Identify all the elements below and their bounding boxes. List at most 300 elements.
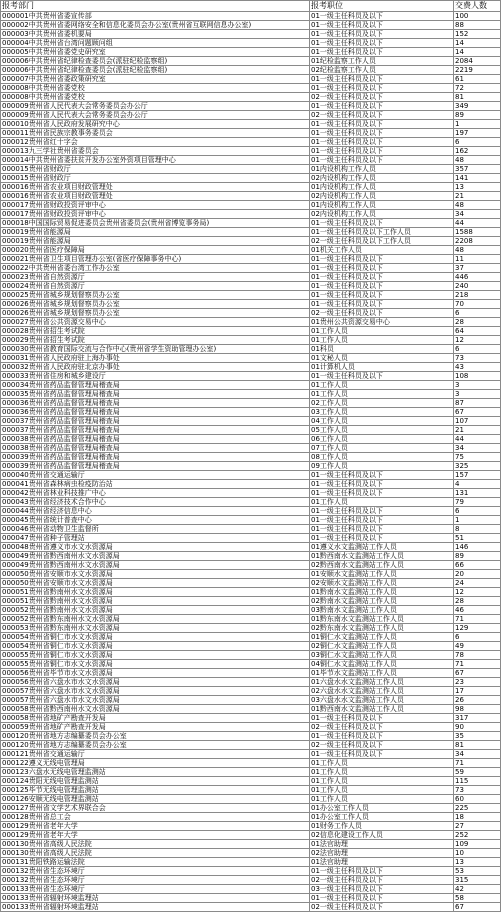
table-row xyxy=(1,516,501,525)
table-row xyxy=(1,741,501,750)
department-cell: 000048贵州省遵义市水文水资源局 xyxy=(1,543,310,552)
position-cell: 09工作人员 xyxy=(310,462,454,471)
paid-count-cell: 20 xyxy=(454,570,501,579)
department-cell: 000055贵州省铜仁市水文水资源局 xyxy=(1,651,310,660)
table-row xyxy=(1,615,501,624)
department-cell: 000057贵州省六盘水市水文水资源局 xyxy=(1,696,310,705)
department-cell: 000014中共贵州省委扶贫开发办公室外资项目管理中心 xyxy=(1,156,310,165)
department-cell: 000027贵州省公共资源交易中心 xyxy=(1,318,310,327)
department-cell: 000054贵州省铜仁市水文水资源局 xyxy=(1,642,310,651)
paid-count-cell: 157 xyxy=(454,471,501,480)
table-row xyxy=(1,642,501,651)
table-row xyxy=(1,480,501,489)
paid-count-cell: 17 xyxy=(454,687,501,696)
paid-count-cell: 10 xyxy=(454,849,501,858)
table-row xyxy=(1,165,501,174)
position-cell: 02六盘水水文监测站工作人员 xyxy=(310,687,454,696)
table-row xyxy=(1,291,501,300)
paid-count-cell: 42 xyxy=(454,885,501,894)
department-cell: 000126安顺无线电管理监测站 xyxy=(1,795,310,804)
department-cell: 000033贵州省住房和城乡建设厅 xyxy=(1,372,310,381)
department-cell: 000008中共贵州省委党校 xyxy=(1,93,310,102)
table-row xyxy=(1,84,501,93)
department-cell: 000017贵州省财政投资评审中心 xyxy=(1,201,310,210)
department-cell: 000002中共贵州省委网络安全和信息化委员会办公室(贵州省互联网信息办公室) xyxy=(1,21,310,30)
department-cell: 000010贵州省人民政府发展研究中心 xyxy=(1,120,310,129)
position-cell: 02一级主任科员及以下 xyxy=(310,903,454,912)
paid-count-cell: 13 xyxy=(454,858,501,867)
paid-count-cell: 317 xyxy=(454,714,501,723)
department-cell: 000124贵阳无线电管理监测站 xyxy=(1,777,310,786)
paid-count-cell: 1588 xyxy=(454,228,501,237)
department-cell: 000022中共贵州省委台湾工作办公室 xyxy=(1,264,310,273)
department-cell: 000020贵州省医疗保障局 xyxy=(1,246,310,255)
paid-count-cell: 3 xyxy=(454,381,501,390)
position-cell: 01一级主任科员及以下 xyxy=(310,39,454,48)
table-row xyxy=(1,129,501,138)
paid-count-cell: 129 xyxy=(454,624,501,633)
table-row xyxy=(1,795,501,804)
position-cell: 01黔西南水文监测站工作人员 xyxy=(310,705,454,714)
paid-count-cell: 66 xyxy=(454,561,501,570)
position-cell: 02黔西南水文监测站工作人员 xyxy=(310,561,454,570)
department-cell: 000056贵州省六盘水市水文水资源局 xyxy=(1,678,310,687)
table-body xyxy=(1,12,501,912)
table-row xyxy=(1,255,501,264)
department-cell: 000019贵州省能源局 xyxy=(1,228,310,237)
paid-count-cell: 44 xyxy=(454,435,501,444)
position-cell: 01一级主任科员及以下 xyxy=(310,219,454,228)
paid-count-cell: 21 xyxy=(454,192,501,201)
department-cell: 000037贵州省药品监督管理局稽查局 xyxy=(1,426,310,435)
position-cell: 01工作人员 xyxy=(310,795,454,804)
position-cell: 02工作人员 xyxy=(310,399,454,408)
paid-count-cell: 12 xyxy=(454,588,501,597)
paid-count-cell: 75 xyxy=(454,453,501,462)
department-cell: 000054贵州省铜仁市水文水资源局 xyxy=(1,633,310,642)
paid-count-cell: 12 xyxy=(454,336,501,345)
paid-count-cell: 14 xyxy=(454,48,501,57)
position-cell: 01计算机人员 xyxy=(310,363,454,372)
table-row xyxy=(1,201,501,210)
position-cell: 02安顺水文监测站工作人员 xyxy=(310,579,454,588)
position-cell: 01工作人员 xyxy=(310,336,454,345)
table-row xyxy=(1,867,501,876)
table-row xyxy=(1,669,501,678)
paid-count-cell: 240 xyxy=(454,282,501,291)
department-cell: 000001中共贵州省委宣传部 xyxy=(1,12,310,21)
department-cell: 000059贵州省地矿产勘查开发局 xyxy=(1,723,310,732)
paid-count-cell: 28 xyxy=(454,318,501,327)
paid-count-cell: 28 xyxy=(454,597,501,606)
table-row xyxy=(1,453,501,462)
paid-count-cell: 44 xyxy=(454,219,501,228)
table-row xyxy=(1,462,501,471)
paid-count-cell: 59 xyxy=(454,768,501,777)
paid-count-cell: 162 xyxy=(454,147,501,156)
department-cell: 000043贵州省经济技术合作中心 xyxy=(1,498,310,507)
table-row xyxy=(1,849,501,858)
position-cell: 08工作人员 xyxy=(310,453,454,462)
paid-count-cell: 325 xyxy=(454,462,501,471)
paid-count-cell: 48 xyxy=(454,201,501,210)
table-row xyxy=(1,300,501,309)
paid-count-cell: 1 xyxy=(454,120,501,129)
table-row xyxy=(1,651,501,660)
paid-count-cell: 61 xyxy=(454,75,501,84)
department-cell: 000056贵州省毕节市水文水资源局 xyxy=(1,669,310,678)
paid-count-cell: 60 xyxy=(454,795,501,804)
position-cell: 02一级主任科员及以下 xyxy=(310,741,454,750)
position-cell: 01一级主任科员及以下 xyxy=(310,84,454,93)
department-cell: 000052贵州省黔南州水文水资源局 xyxy=(1,606,310,615)
paid-count-cell: 49 xyxy=(454,642,501,651)
table-row xyxy=(1,210,501,219)
department-cell: 000057贵州省六盘水市水文水资源局 xyxy=(1,687,310,696)
table-row xyxy=(1,696,501,705)
position-cell: 01一级主任科员及以下 xyxy=(310,732,454,741)
department-cell: 000039贵州省药品监督管理局稽查局 xyxy=(1,453,310,462)
department-cell: 000024贵州省自然资源厅 xyxy=(1,282,310,291)
table-row xyxy=(1,525,501,534)
department-cell: 000009贵州省人民代表大会常务委员会办公厅 xyxy=(1,111,310,120)
paid-count-cell: 218 xyxy=(454,291,501,300)
department-cell: 000049贵州省黔西南州水文水资源局 xyxy=(1,552,310,561)
paid-count-cell: 1 xyxy=(454,516,501,525)
table-row xyxy=(1,813,501,822)
position-cell: 01黔东南水文监测站工作人员 xyxy=(310,615,454,624)
paid-count-cell: 64 xyxy=(454,327,501,336)
paid-count-cell: 108 xyxy=(454,372,501,381)
department-cell: 000053贵州省黔东南州水文水资源局 xyxy=(1,624,310,633)
position-cell: 01一级主任科员及以下 xyxy=(310,12,454,21)
paid-count-cell: 18 xyxy=(454,813,501,822)
paid-count-cell: 70 xyxy=(454,300,501,309)
position-cell: 01贵州公共资源交易中心 xyxy=(310,318,454,327)
table-row xyxy=(1,498,501,507)
table-row xyxy=(1,714,501,723)
table-row xyxy=(1,192,501,201)
table-row xyxy=(1,75,501,84)
position-cell: 01内设机构工作人员 xyxy=(310,165,454,174)
table-row xyxy=(1,264,501,273)
table-row xyxy=(1,174,501,183)
table-row xyxy=(1,282,501,291)
position-cell: 02一级主任科员及以下 xyxy=(310,723,454,732)
paid-count-cell: 27 xyxy=(454,822,501,831)
department-cell: 000036贵州省药品监督管理局稽查局 xyxy=(1,408,310,417)
paid-count-cell: 225 xyxy=(454,804,501,813)
department-cell: 000038贵州省药品监督管理局稽查局 xyxy=(1,435,310,444)
department-cell: 000021贵州省卫生项目管理办公室(省医疗保障事务中心) xyxy=(1,255,310,264)
position-cell: 01铜仁水文监测站工作人员 xyxy=(310,633,454,642)
paid-count-cell: 67 xyxy=(454,903,501,912)
position-cell: 01财务工作人员 xyxy=(310,822,454,831)
department-cell: 000123六盘水无线电管理监测站 xyxy=(1,768,310,777)
position-cell: 01一级主任科员及以下 xyxy=(310,48,454,57)
table-row xyxy=(1,786,501,795)
position-cell: 02法官助理 xyxy=(310,849,454,858)
position-cell: 01科员 xyxy=(310,345,454,354)
department-cell: 000058贵州省地矿产勘查开发局 xyxy=(1,714,310,723)
position-cell: 01工作人员 xyxy=(310,327,454,336)
table-row xyxy=(1,390,501,399)
department-cell: 000006中共贵州省纪律检查委员会(派驻纪检监察组) xyxy=(1,66,310,75)
paid-count-cell: 72 xyxy=(454,84,501,93)
table-row xyxy=(1,894,501,903)
position-cell: 01文秘人员 xyxy=(310,354,454,363)
paid-count-cell: 11 xyxy=(454,255,501,264)
paid-count-cell: 67 xyxy=(454,669,501,678)
table-row xyxy=(1,678,501,687)
paid-count-cell: 107 xyxy=(454,417,501,426)
table-row xyxy=(1,840,501,849)
paid-count-cell: 2208 xyxy=(454,237,501,246)
position-cell: 01一级主任科员及以下 xyxy=(310,471,454,480)
position-cell: 01安顺水文监测站工作人员 xyxy=(310,570,454,579)
department-cell: 000040贵州省交通运输厅 xyxy=(1,471,310,480)
position-cell: 01一级主任科员及以下 xyxy=(310,282,454,291)
position-cell: 02内设机构工作人员 xyxy=(310,210,454,219)
paid-count-cell: 43 xyxy=(454,363,501,372)
position-cell: 01一级主任科员及以下 xyxy=(310,138,454,147)
paid-count-cell: 71 xyxy=(454,615,501,624)
table-row xyxy=(1,102,501,111)
department-cell: 000133贵州省辐射环境监理站 xyxy=(1,894,310,903)
table-row xyxy=(1,606,501,615)
table-row xyxy=(1,552,501,561)
department-cell: 000017贵州省财政投资评审中心 xyxy=(1,210,310,219)
position-cell: 01一级主任科员及以下 xyxy=(310,129,454,138)
department-cell: 000032贵州省人民政府驻北京办事处 xyxy=(1,363,310,372)
department-cell: 000132贵州省生态环境厅 xyxy=(1,876,310,885)
header-paid-count: 交费人数 xyxy=(454,1,501,12)
position-cell: 01纪检监察工作人员 xyxy=(310,57,454,66)
position-cell: 01工作人员 xyxy=(310,768,454,777)
position-cell: 01工作人员 xyxy=(310,390,454,399)
paid-count-cell: 6 xyxy=(454,345,501,354)
paid-count-cell: 357 xyxy=(454,165,501,174)
table-row xyxy=(1,381,501,390)
department-cell: 000122遵义无线电管理局 xyxy=(1,759,310,768)
table-row xyxy=(1,777,501,786)
table-row xyxy=(1,507,501,516)
department-cell: 000049贵州省黔西南州水文水资源局 xyxy=(1,561,310,570)
table-row xyxy=(1,804,501,813)
table-row xyxy=(1,444,501,453)
department-cell: 000004中共贵州省台湾问题顾问组 xyxy=(1,39,310,48)
department-cell: 000015贵州省财政厅 xyxy=(1,174,310,183)
position-cell: 03铜仁水文监测站工作人员 xyxy=(310,651,454,660)
table-row xyxy=(1,723,501,732)
position-cell: 01一级主任科员及以下 xyxy=(310,156,454,165)
position-cell: 02一级主任科员及以下 xyxy=(310,309,454,318)
table-row xyxy=(1,588,501,597)
paid-count-cell: 67 xyxy=(454,408,501,417)
paid-count-cell: 88 xyxy=(454,21,501,30)
table-row xyxy=(1,327,501,336)
paid-count-cell: 100 xyxy=(454,12,501,21)
department-cell: 000127贵州省文学艺术界联合会 xyxy=(1,804,310,813)
table-row xyxy=(1,705,501,714)
position-cell: 01黔南水文监测站工作人员 xyxy=(310,588,454,597)
department-cell: 000121贵州省交通运输厅 xyxy=(1,750,310,759)
table-row xyxy=(1,93,501,102)
department-cell: 000008中共贵州省委党校 xyxy=(1,84,310,93)
department-cell: 000125毕节无线电管理监测站 xyxy=(1,786,310,795)
position-cell: 06工作人员 xyxy=(310,435,454,444)
table-row xyxy=(1,687,501,696)
department-cell: 000058贵州省黔西南州水文水资源局 xyxy=(1,705,310,714)
paid-count-cell: 34 xyxy=(454,444,501,453)
table-row xyxy=(1,156,501,165)
table-row xyxy=(1,660,501,669)
department-cell: 000133贵州省辐射环境监理站 xyxy=(1,903,310,912)
table-row xyxy=(1,66,501,75)
department-cell: 000036贵州省药品监督管理局稽查局 xyxy=(1,399,310,408)
table-row xyxy=(1,237,501,246)
department-cell: 000016贵州省农业项目财政管理处 xyxy=(1,183,310,192)
table-row xyxy=(1,345,501,354)
table-row xyxy=(1,138,501,147)
department-cell: 000037贵州省药品监督管理局稽查局 xyxy=(1,417,310,426)
department-cell: 000035贵州省药品监督管理局稽查局 xyxy=(1,390,310,399)
position-cell: 02黔东南水文监测站工作人员 xyxy=(310,624,454,633)
department-cell: 000128贵州省总工会 xyxy=(1,813,310,822)
paid-count-cell: 34 xyxy=(454,210,501,219)
paid-count-cell: 73 xyxy=(454,354,501,363)
paid-count-cell: 26 xyxy=(454,696,501,705)
paid-count-cell: 13 xyxy=(454,183,501,192)
position-cell: 01工作人员 xyxy=(310,786,454,795)
paid-count-cell: 78 xyxy=(454,651,501,660)
department-cell: 000131贵阳铁路运输法院 xyxy=(1,858,310,867)
table-row xyxy=(1,30,501,39)
table-row xyxy=(1,273,501,282)
department-cell: 000003中共贵州省委机要局 xyxy=(1,30,310,39)
department-cell: 000028贵州省招生考试院 xyxy=(1,327,310,336)
table-row xyxy=(1,570,501,579)
department-cell: 000025贵州省城乡规划督察员办公室 xyxy=(1,291,310,300)
position-cell: 02内设机构工作人员 xyxy=(310,174,454,183)
department-cell: 000050贵州省安顺市水文水资源局 xyxy=(1,570,310,579)
department-cell: 000006中共贵州省纪律检查委员会(派驻纪检监察组) xyxy=(1,57,310,66)
table-row xyxy=(1,120,501,129)
position-cell: 07工作人员 xyxy=(310,444,454,453)
position-cell: 02一级主任科员及以下 xyxy=(310,93,454,102)
department-cell: 000133贵州省生态环境厅 xyxy=(1,885,310,894)
table-row xyxy=(1,489,501,498)
department-cell: 000129贵州省老年大学 xyxy=(1,831,310,840)
paid-count-cell: 53 xyxy=(454,867,501,876)
position-cell: 01一级主任科员及以下 xyxy=(310,30,454,39)
paid-count-cell: 152 xyxy=(454,30,501,39)
paid-count-cell: 90 xyxy=(454,723,501,732)
position-cell: 03工作人员 xyxy=(310,408,454,417)
position-cell: 01一级主任科员及以下 xyxy=(310,489,454,498)
department-cell: 000031贵州省人民政府驻上海办事处 xyxy=(1,354,310,363)
department-cell: 000026贵州省城乡规划督察员办公室 xyxy=(1,309,310,318)
position-cell: 04工作人员 xyxy=(310,417,454,426)
table-row xyxy=(1,354,501,363)
table-row xyxy=(1,543,501,552)
position-cell: 02一级主任科员及以下 xyxy=(310,111,454,120)
position-cell: 01毕节水文监测站工作人员 xyxy=(310,669,454,678)
table-row xyxy=(1,822,501,831)
paid-count-cell: 315 xyxy=(454,876,501,885)
paid-count-cell: 34 xyxy=(454,750,501,759)
table-row xyxy=(1,732,501,741)
table-row xyxy=(1,399,501,408)
department-cell: 000015贵州省财政厅 xyxy=(1,165,310,174)
position-cell: 01工作人员 xyxy=(310,381,454,390)
position-cell: 01黔西南水文监测站工作人员 xyxy=(310,552,454,561)
table-row xyxy=(1,534,501,543)
department-cell: 000044贵州省经济信息中心 xyxy=(1,507,310,516)
position-cell: 01一级主任科员及以下 xyxy=(310,516,454,525)
table-row xyxy=(1,435,501,444)
position-cell: 01一级主任科员及以下 xyxy=(310,291,454,300)
position-cell: 01六盘水水文监测站工作人员 xyxy=(310,678,454,687)
table-row xyxy=(1,336,501,345)
table-row xyxy=(1,246,501,255)
paid-count-cell: 2084 xyxy=(454,57,501,66)
department-cell: 000039贵州省药品监督管理局稽查局 xyxy=(1,462,310,471)
paid-count-cell: 35 xyxy=(454,732,501,741)
position-cell: 01一级主任科员及以下 xyxy=(310,372,454,381)
paid-count-cell: 2219 xyxy=(454,66,501,75)
paid-count-cell: 81 xyxy=(454,741,501,750)
paid-count-cell: 6 xyxy=(454,138,501,147)
department-cell: 000029贵州省招生考试院 xyxy=(1,336,310,345)
table-row xyxy=(1,597,501,606)
position-cell: 01工作人员 xyxy=(310,777,454,786)
paid-count-cell: 46 xyxy=(454,606,501,615)
table-row xyxy=(1,363,501,372)
table-row xyxy=(1,561,501,570)
paid-count-cell: 81 xyxy=(454,93,501,102)
department-cell: 000050贵州省安顺市水文水资源局 xyxy=(1,579,310,588)
paid-count-cell: 23 xyxy=(454,678,501,687)
table-row xyxy=(1,579,501,588)
position-cell: 01办公室工作人员 xyxy=(310,813,454,822)
department-cell: 000026贵州省城乡规划督察员办公室 xyxy=(1,300,310,309)
department-cell: 000130贵州省高级人民法院 xyxy=(1,849,310,858)
department-cell: 000041贵州省森林病虫检疫防治站 xyxy=(1,480,310,489)
department-cell: 000009贵州省人民代表大会常务委员会办公厅 xyxy=(1,102,310,111)
position-cell: 01一级主任科员及以下 xyxy=(310,867,454,876)
paid-count-cell: 89 xyxy=(454,111,501,120)
department-cell: 000120贵州省地方志编纂委员会办公室 xyxy=(1,732,310,741)
table-row xyxy=(1,885,501,894)
position-cell: 01办公室工作人员 xyxy=(310,804,454,813)
table-row xyxy=(1,408,501,417)
table-row xyxy=(1,318,501,327)
paid-count-cell: 8 xyxy=(454,525,501,534)
department-cell: 000019贵州省能源局 xyxy=(1,237,310,246)
department-cell: 000012贵州省红十字会 xyxy=(1,138,310,147)
department-cell: 000007中共贵州省委政策研究室 xyxy=(1,75,310,84)
position-cell: 02一级主任科员及以下工作人员 xyxy=(310,237,454,246)
paid-count-cell: 98 xyxy=(454,705,501,714)
paid-count-cell: 58 xyxy=(454,894,501,903)
position-cell: 01一级主任科员及以下 xyxy=(310,714,454,723)
header-position: 报考职位 xyxy=(310,1,454,12)
paid-count-cell: 48 xyxy=(454,156,501,165)
position-cell: 03一级主任科员及以下 xyxy=(310,885,454,894)
position-cell: 01一级主任科员及以下 xyxy=(310,75,454,84)
position-cell: 01内设机构工作人员 xyxy=(310,183,454,192)
